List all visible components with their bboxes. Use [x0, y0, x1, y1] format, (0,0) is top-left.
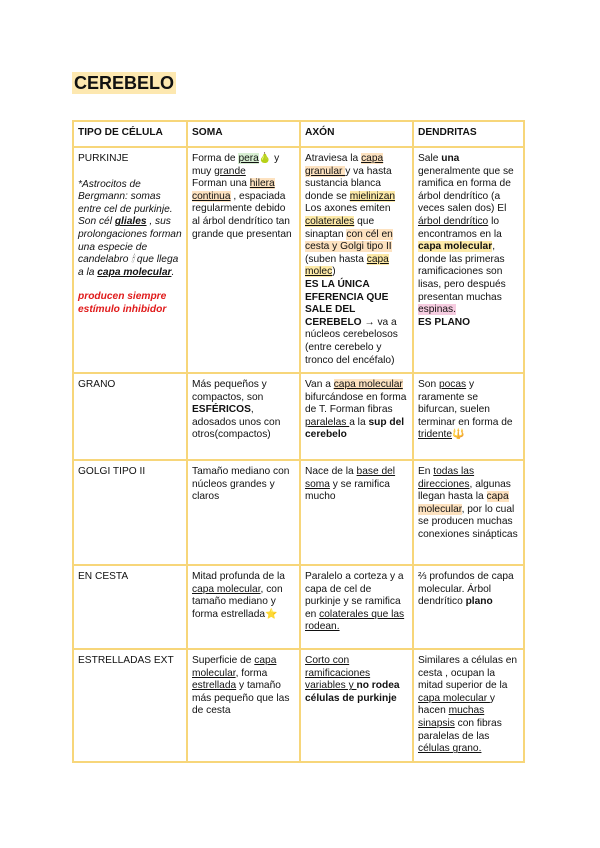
text: estrellada [192, 680, 237, 692]
cell-tipo [73, 373, 187, 460]
text: Tamaño mediano con núcleos grandes y claros [192, 466, 290, 503]
text: y se ramifica mucho [305, 478, 390, 503]
text: En [418, 466, 434, 478]
text: paralelas [305, 416, 350, 428]
cell-types-table [72, 120, 525, 763]
text: a la [349, 416, 369, 428]
cell-tipo [73, 460, 187, 565]
page-title: CEREBELO [74, 73, 175, 93]
header-soma: SOMA [187, 121, 300, 147]
cell-tipo [73, 147, 187, 373]
text: Sale [418, 153, 442, 164]
text: lo encontramos en la [418, 215, 502, 240]
text: plano [465, 596, 493, 608]
cell-dendritas [413, 373, 524, 460]
cell-dendritas [413, 147, 524, 373]
text: bifurcándose en forma de T. Forman fibras [305, 391, 407, 416]
text: sup del cerebelo [305, 416, 405, 441]
text: ES PLANO [418, 316, 471, 328]
cell-type-name: ESTRELLADAS EXT [78, 655, 174, 667]
cell-soma [187, 649, 300, 762]
text: capa molec [305, 253, 389, 278]
cell-dendritas [413, 460, 524, 565]
text: capa granular [305, 153, 384, 177]
text: espinas. [418, 304, 456, 316]
text: Similares a células en cesta , ocupan la mitad superior de la [418, 655, 518, 692]
cell-soma [187, 565, 300, 649]
text: , forma [235, 667, 268, 679]
text: *Astrocitos de Bergmann: somas entre cel de purkinje. Son cél [78, 178, 173, 228]
text: Paralelo a corteza y a capa de cel de purkinje y se ramifica en [305, 571, 404, 620]
table-row [73, 649, 524, 762]
text: . [171, 266, 175, 278]
text: ESFÉRICOS [192, 404, 251, 416]
cell-axon [300, 147, 413, 373]
text: grande [214, 165, 246, 177]
text: → va a núcleos cerebelosos (entre cerebelo y tronco del encéfalo) [305, 316, 398, 366]
text: que sinaptan [305, 215, 375, 240]
text: ES LA ÚNICA EFERENCIA QUE SALE DEL CEREBELO [305, 278, 389, 328]
text: capa molecular [97, 266, 172, 278]
text: colaterales que las rodean. [305, 608, 405, 633]
text: (suben hasta [305, 253, 367, 265]
text: no rodea células de purkinje [305, 680, 400, 704]
cell-type-name: PURKINJE [78, 153, 129, 164]
text: , con tamaño mediano y forma estrellada [192, 583, 283, 620]
cell-tipo [73, 565, 187, 649]
table-row [73, 460, 524, 565]
text: que llega a la [78, 254, 179, 278]
cell-type-name: GRANO [78, 379, 116, 391]
text: árbol dendrítico [418, 215, 489, 227]
star-icon: ⭐ [265, 608, 278, 620]
text: Superficie de [192, 655, 255, 667]
text: capa molecular [418, 692, 490, 704]
text: capa molecular [418, 241, 493, 253]
cell-axon [300, 565, 413, 649]
text: gliales [114, 216, 147, 228]
text: Más pequeños y compactos, son [192, 379, 267, 403]
text: base del soma [305, 466, 396, 490]
cell-soma [187, 147, 300, 373]
text: Son [418, 379, 439, 391]
text: , espaciada regularmente debido al árbol dendrítico tan grande que presentan [192, 190, 292, 240]
cell-soma [187, 460, 300, 565]
cell-tipo [73, 649, 187, 762]
text: capa molecular [418, 491, 509, 515]
cell-axon [300, 373, 413, 460]
pear-icon: 🍐 [258, 153, 272, 164]
text: capa molecular [192, 583, 261, 595]
text: capa molecular [333, 379, 403, 391]
text: , adosados unos con otros(compactos) [192, 404, 281, 441]
header-tipo: TIPO DE CÉLULA [73, 121, 187, 147]
text: muchas sinapsis [418, 705, 485, 730]
text: y hacen [418, 692, 496, 717]
text: Atraviesa la [305, 153, 362, 164]
text: y tamaño más pequeño que las de cesta [192, 680, 290, 717]
bergmann-note [78, 179, 182, 280]
header-axon: AXÓN [300, 121, 413, 147]
text: con cél en cesta y Golgi tipo II [305, 228, 393, 253]
text: células grano. [418, 743, 482, 755]
cell-dendritas [413, 565, 524, 649]
table-row [73, 565, 524, 649]
text: con fibras paralelas de las [418, 718, 502, 742]
text: mielinizan [349, 190, 396, 202]
cell-dendritas [413, 649, 524, 762]
cell-soma [187, 373, 300, 460]
text: una [441, 153, 460, 164]
candle-icon: 🕯 [131, 254, 135, 266]
cell-type-name: EN CESTA [78, 571, 129, 583]
text: colaterales [305, 215, 355, 227]
text: , sus prolongaciones forman una especie de candelabro [78, 216, 182, 266]
inhibitor-note: producen siempre estímulo inhibidor [78, 291, 167, 315]
table-row [73, 373, 524, 460]
text: Los axones emiten [305, 203, 391, 215]
text: Forma de [192, 153, 239, 164]
trident-icon: 🔱 [451, 429, 465, 441]
text: , por lo cual se producen muchas conexiones sinápticas [418, 503, 518, 541]
table-header-row [73, 121, 524, 147]
text: pera [238, 153, 259, 164]
text: Van a [305, 379, 334, 391]
text: ) [332, 266, 336, 278]
text: Mitad profunda de la [192, 571, 285, 583]
text: y muy [192, 153, 280, 177]
text: , donde las primeras ramificaciones son lisas, pero después presentan muchas [418, 241, 506, 303]
cell-type-name: GOLGI TIPO II [78, 466, 146, 478]
table-row [73, 147, 524, 373]
text: Nace de la [305, 466, 357, 478]
text: ⅔ profundos de capa molecular. Árbol dendrítico [418, 571, 514, 608]
text: capa molecular [192, 655, 277, 679]
text: y raramente se bifurcan, suelen terminar en forma de [418, 379, 513, 428]
text: y va hasta sustancia blanca donde se [305, 165, 392, 202]
text: Forman una [192, 178, 250, 190]
text: todas las direcciones [418, 466, 475, 490]
text: Corto con ramificaciones variables y [305, 655, 371, 692]
text: hilera continua [192, 178, 275, 202]
cell-axon [300, 649, 413, 762]
header-dendritas: DENDRITAS [413, 121, 524, 147]
cell-axon [300, 460, 413, 565]
text: , algunas llegan hasta la [418, 478, 511, 503]
text: generalmente que se ramifica en forma de árbol dendrítico (a veces salen dos) El [418, 165, 514, 215]
text: pocas [438, 379, 467, 391]
text: tridente [418, 429, 452, 441]
